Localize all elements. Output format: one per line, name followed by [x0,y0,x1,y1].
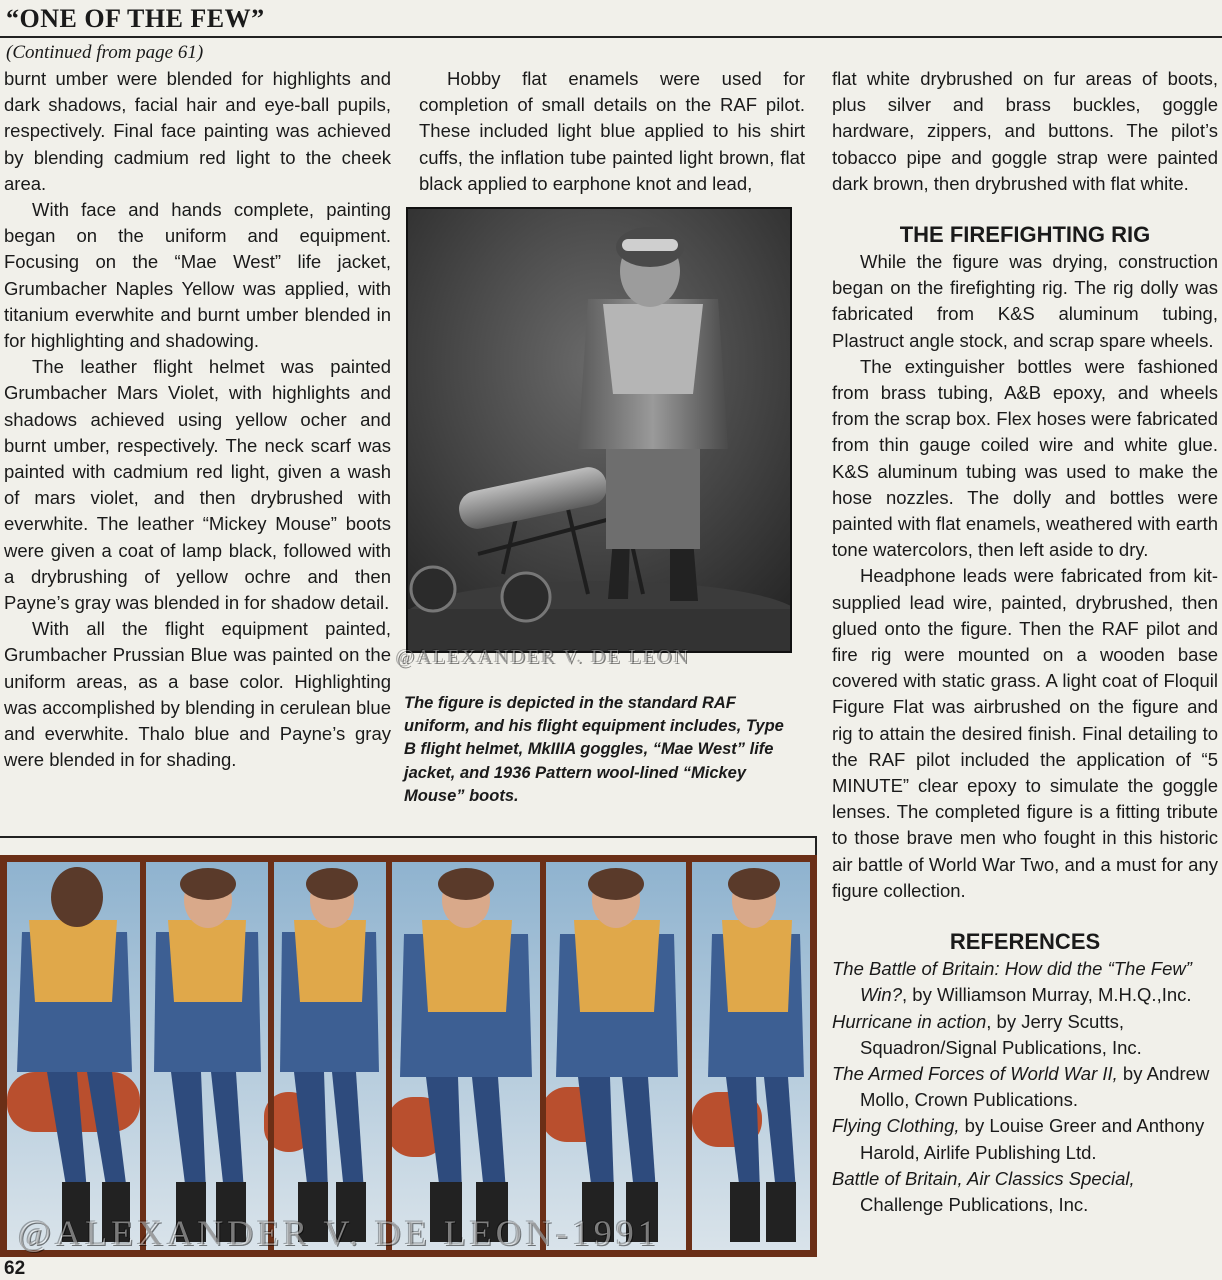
article-column-2 [419,66,805,197]
pilot-figure-illustration [408,209,790,651]
list-item: The Battle of Britain: How did the “The Few” Win?, by Williamson Murray, M.H.Q.,Inc. [832,958,1192,1006]
article-column-3 [832,66,1218,1218]
paragraph: With all the flight equipment painted, Grumbacher Prussian Blue was painted on the uniform areas, as a base color. Highlighting was accomplished by blending in cerulean blue and everwhite. Thalo blue and Payne’s gray were blended in for shading. [4,618,391,771]
paragraph: Hobby flat enamels were used for completion of small details on the RAF pilot. These included light blue applied to his shirt cuffs, the inflation tube painted light brown, flat black applied to earphone knot and lead, [419,68,805,194]
paragraph: The leather flight helmet was painted Grumbacher Mars Violet, with highlights and shadows achieved using yellow ocher and burnt umber, respectively. The neck scarf was painted with cadmium red light, given a wash of mars violet, and then drybrushed with everwhite. The leather “Mickey Mouse” boots were given a coat of lamp black, followed with a drybrushing of yellow ochre and then Payne’s gray was blended in for shadow detail. [4,356,391,614]
paragraph: The extinguisher bottles were fashioned from brass tubing, A&B epoxy, and wheels from the scrap box. Flex hoses were fabricated from thin gauge coiled wire and white glue. K&S aluminum tubing was used to make the hose nozzles. The dolly and bottles were painted with flat enamels, weathered with earth tone watercolors, then left aside to dry. [832,355,1218,561]
photo-watermark: @ALEXANDER V. DE LEON-1991 [18,1213,660,1253]
list-item: Battle of Britain, Air Classics Special, Challenge Publications, Inc. [832,1167,1135,1215]
section-divider-vertical [815,836,817,856]
page-number: 62 [4,1258,26,1279]
section-divider [0,836,817,838]
references-list [832,956,1218,1218]
page-title: “ONE OF THE FEW” [6,4,265,33]
header-divider [0,36,1222,38]
paragraph: With face and hands complete, painting began on the uniform and equipment. Focusing on the “Mae West” life jacket, Grumbacher Naples Yellow was applied, with titanium everwhite and burnt umber blended in for highlighting and shadowing. [4,199,391,352]
color-photo-strip [0,855,817,1257]
figure-photo-bw [406,207,792,653]
continued-note: (Continued from page 61) [6,42,204,63]
paragraph: burnt umber were blended for highlights and dark shadows, facial hair and eye-ball pupils, respectively. Final face painting was achieved by blending cadmium red light to the cheek area. [4,68,391,194]
photo-caption: The figure is depicted in the standard RAF uniform, and his flight equipment includes, Type B flight helmet, MkIIIA goggles, “Mae West” life jacket, and 1936 Pattern wool-lined “Mickey Mouse” boots. [404,694,784,805]
article-column-1 [4,66,391,773]
references-heading: REFERENCES [949,929,1101,955]
pilot-figure-views [7,862,810,1250]
paragraph: Headphone leads were fabricated from kit-supplied lead wire, painted, drybrushed, then glued onto the figure. Then the RAF pilot and fire rig were mounted on a wooden base covered with static grass. A light coat of Floquil Figure Flat was airbrushed on the figure and rig to attain the desired finish. Final detailing to the RAF pilot included the application of “5 MINUTE” clear epoxy to simulate the goggle lenses. The completed figure is a fitting tribute to those brave men who fought in this historic air battle of World War Two, and a must for any figure collection. [832,565,1218,901]
section-heading: THE FIREFIGHTING RIG [899,222,1151,248]
list-item: The Armed Forces of World War II, by Andrew Mollo, Crown Publications. [832,1062,1210,1111]
paragraph: While the figure was drying, construction began on the firefighting rig. The rig dolly was fabricated from K&S aluminum tubing, Plastruct angle stock, and scrap spare wheels. [832,251,1218,351]
photo-watermark: @ALEXANDER V. DE LEON [396,646,691,668]
list-item: Hurricane in action, by Jerry Scutts, Squadron/Signal Publications, Inc. [832,1010,1142,1058]
list-item: Flying Clothing, by Louise Greer and Anthony Harold, Airlife Publishing Ltd. [832,1115,1205,1163]
paragraph: flat white drybrushed on fur areas of boots, plus silver and brass buckles, goggle hardware, zippers, and buttons. The pilot’s tobacco pipe and goggle strap were painted dark brown, then drybrushed with flat white. [832,68,1218,194]
